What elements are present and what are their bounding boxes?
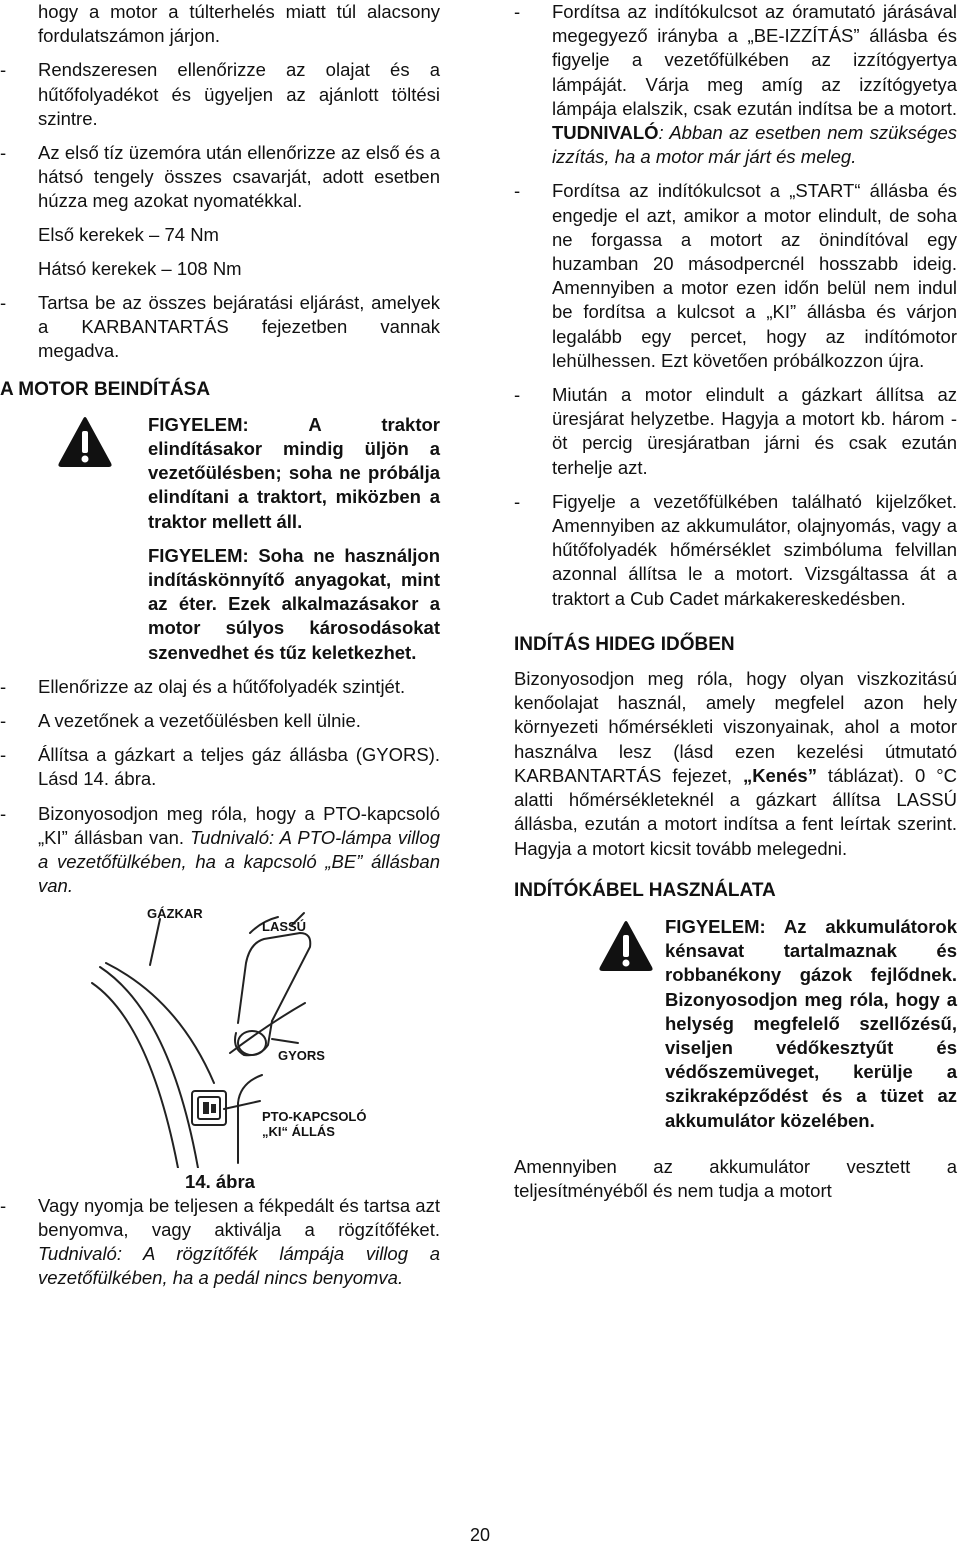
warning-battery-text: FIGYELEM: Az akkumulátorok kénsavat tartalmaznak és robbanékony gázok fejlődnek. Bizonyosodjon meg róla, hogy a helység megfelelő szellőzésű, viseljen védőkesztyűt és védőszemüveget, kerülje a szikraképződést és a tüzet az akkumulátor közelében. — [665, 915, 957, 1131]
bullet-ignition-preheat: - Fordítsa az indítókulcsot az óramutató járásával megegyező irányba a „BE-IZZÍTÁS” állásba és figyelje a vezetőfülkében az izzítógyertya lámpáját. Várja meg amíg az izzítógyetya lámpája elalszik, csak ezután indítsa be a motort. TUDNIVALÓ: Abban az esetben nem szükséges izzítás, ha a motor már járt és meleg. — [514, 0, 957, 169]
bullet-check-levels: - Ellenőrizze az olaj és a hűtőfolyadék szintjét. — [0, 675, 440, 699]
torque-rear: Hátsó kerekek – 108 Nm — [38, 257, 242, 279]
bullet-break-in: - Tartsa be az összes bejáratási eljárást, amelyek a KARBANTARTÁS fejezetben vannak megadva. — [0, 291, 440, 364]
figure-caption: 14. ábra — [185, 1170, 255, 1192]
right-column — [514, 0, 957, 1203]
warning-ether-text: FIGYELEM: Soha ne használjon indításkönnyítő anyagokat, mint az éter. Ezek alkalmazásakor a motor súlyos károsodásokat szenvedhet és tűz keletkezhet. — [148, 544, 440, 663]
warning-block-battery — [514, 915, 957, 1133]
label-throttle: GÁZKAR — [147, 905, 203, 921]
warning-seat-text: FIGYELEM: A traktor elindításakor mindig üljön a vezetőülésben; soha ne próbálja elindítani a traktort, miközben a traktor mellett áll. — [148, 413, 440, 532]
pto-text: Bizonyosodjon meg róla, hogy a PTO-kapcsoló „KI” állásban van. — [38, 802, 440, 848]
bullet-idle: - Miután a motor elindult a gázkart állítsa az üresjárat helyzetbe. Hagyja a motort kb. három - öt percig üresjáratban járni és csak ezután terhelje azt. — [514, 383, 957, 480]
bullet-text — [552, 0, 957, 169]
bullet-text: Rendszeresen ellenőrizze az olajat és a hűtőfolyadékot és ügyeljen az ajánlott töltési szintre. — [38, 59, 440, 129]
bullet-oil-check: - Rendszeresen ellenőrizze az olajat és a hűtőfolyadékot és ügyeljen az ajánlott töltési szintre. — [0, 58, 440, 131]
intro-continuation: hogy a motor a túlterhelés miatt túl alacsony fordulatszámon járjon. — [38, 1, 440, 47]
bullet-text: Ellenőrizze az olaj és a hűtőfolyadék szintjét. — [38, 675, 406, 697]
section-heading-cold-start: INDÍTÁS HIDEG IDŐBEN — [514, 633, 735, 655]
bullet-text — [38, 1194, 440, 1291]
label-slow: LASSÚ — [262, 918, 307, 934]
label-fast: GYORS — [278, 1047, 325, 1063]
page-number: 20 — [469, 1525, 491, 1545]
cold-text-part2: táblázat). 0 °C alatti hőmérsékleteknél a gázkart állítsa LASSÚ állásba, ezután a motort indítsa a fent leírtak szerint. Hagyja a motort kicsit tovább melegedni. — [514, 764, 958, 859]
throttle-illustration — [0, 903, 440, 1168]
bullet-text: Az első tíz üzemóra után ellenőrizze az első és a hátsó tengely összes csavarját, adott esetben húzza meg azokat nyomatékkal. — [38, 142, 440, 212]
brake-text: Vagy nyomja be teljesen a fékpedált és tartsa azt benyomva, vagy aktiválja a rögzítőféket. — [38, 1194, 440, 1240]
bullet-text: Miután a motor elindult a gázkart állítsa az üresjárat helyzetbe. Hagyja a motort kb. három - öt percig üresjáratban járni és csak ezután terhelje azt. — [552, 384, 957, 478]
bullet-driver-seat: - A vezetőnek a vezetőülésben kell ülnie. — [0, 709, 440, 733]
section-heading-jump-cable: INDÍTÓKÁBEL HASZNÁLATA — [514, 879, 776, 901]
cold-text-bold: „Kenés” — [742, 764, 817, 786]
bullet-text: Figyelje a vezetőfülkében található kijelzőket. Amennyiben az akkumulátor, olajnyomás, vagy a hűtőfolyadék hőmérséklet szimbóluma felvillan azonnal állítsa le a motort. Vizsgáltassa át a traktort a Cub Cadet márkakereskedésben. — [552, 490, 957, 609]
pto-note: Tudnivaló: A PTO-lámpa villog a vezetőfülkében, ha a kapcsoló „BE” állásban van. — [38, 826, 440, 897]
note-label: TUDNIVALÓ — [552, 122, 659, 144]
label-pto-switch: PTO-KAPCSOLÓ — [262, 1108, 367, 1124]
figure-14-throttle-diagram — [0, 903, 440, 1168]
bullet-text: Tartsa be az összes bejáratási eljárást, amelyek a KARBANTARTÁS fejezetben vannak megadva. — [38, 292, 440, 362]
section-heading-engine-start: A MOTOR BEINDÍTÁSA — [0, 378, 211, 400]
ignition-note: : Abban az esetben nem szükséges izzítás, ha a motor már járt és meleg. — [552, 122, 957, 168]
bullet-brake: - Vagy nyomja be teljesen a fékpedált és tartsa azt benyomva, vagy aktiválja a rögzítőféket. Tudnivaló: A rögzítőfék lámpája villog a vezetőfülkében, ha a pedál nincs benyomva. — [0, 1194, 440, 1291]
bullet-text: Fordítsa az indítókulcsot a „START“ állásba és engedje el azt, amikor a motor elindult, de soha ne forgassa a motort az önindítóval egy huzamban 20 másodpercnél hosszabb ideig. Amennyiben a motor ezen időn belül nem indul be fordítsa a kulcsot a „KI” állásba és várjon legalább egy percet, hogy az indítómotor lehülhessen. Ezt követően próbálkozzon újra. — [552, 180, 957, 371]
ignition-text: Fordítsa az indítókulcsot az óramutató járásával megegyező irányba a „BE-IZZÍTÁS” állásba és figyelje a vezetőfülkében az izzítógyertya lámpáját. Várja meg amíg az izzítógyetya lámpája elalszik, csak ezután indítsa be a motort. — [552, 1, 957, 119]
warning-block-seat — [0, 413, 440, 665]
cold-start-text — [514, 667, 957, 861]
warning-triangle-icon — [0, 413, 148, 473]
torque-front: Első kerekek – 74 Nm — [38, 223, 219, 245]
bullet-axle-bolts: - Az első tíz üzemóra után ellenőrizze az első és a hátsó tengely összes csavarját, adott esetben húzza meg azokat nyomatékkal. — [0, 141, 440, 214]
bullet-pto-off: - Bizonyosodjon meg róla, hogy a PTO-kapcsoló „KI” állásban van. Tudnivaló: A PTO-lámpa villog a vezetőfülkében, ha a kapcsoló „BE” állásban van. — [0, 802, 440, 899]
jump-cable-text: Amennyiben az akkumulátor vesztett a teljesítményéből és nem tudja a motort — [514, 1155, 957, 1201]
brake-note: Tudnivaló: A rögzítőfék lámpája villog a vezetőfülkében, ha a pedál nincs benyomva. — [38, 1243, 440, 1289]
bullet-indicators: - Figyelje a vezetőfülkében található kijelzőket. Amennyiben az akkumulátor, olajnyomás, vagy a hűtőfolyadék hőmérséklet szimbóluma felvillan azonnal állítsa le a motort. Vizsgáltassa át a traktort a Cub Cadet márkakereskedésben. — [514, 490, 957, 611]
cold-text-part1: Bizonyosodjon meg róla, hogy olyan viszkozitású kenőolajat használ, amely megfelel azon hely környezeti hőmérsékleti viszonyainak, ahol a motor használva lesz (lásd ezen kezelési útmutató KARBANTARTÁS fejezet, — [514, 668, 957, 786]
bullet-text: A vezetőnek a vezetőülésben kell ülnie. — [38, 710, 361, 732]
bullet-throttle-fast: - Állítsa a gázkart a teljes gáz állásba (GYORS). Lásd 14. ábra. — [0, 743, 440, 791]
bullet-text: Állítsa a gázkart a teljes gáz állásba (GYORS). Lásd 14. ábra. — [38, 744, 440, 790]
left-column — [0, 0, 440, 1291]
warning-triangle-icon — [514, 915, 665, 975]
label-pto-off: „KI“ ÁLLÁS — [262, 1123, 335, 1139]
bullet-text — [38, 802, 440, 899]
bullet-start-key: - Fordítsa az indítókulcsot a „START“ állásba és engedje el azt, amikor a motor elindult, de soha ne forgassa a motort az önindítóval egy huzamban 20 másodpercnél hosszabb ideig. Amennyiben a motor ezen időn belül nem indul be fordítsa a kulcsot a „KI” állásba és várjon legalább egy percet, hogy az indítómotor lehülhessen. Ezt követően próbálkozzon újra. — [514, 179, 957, 373]
